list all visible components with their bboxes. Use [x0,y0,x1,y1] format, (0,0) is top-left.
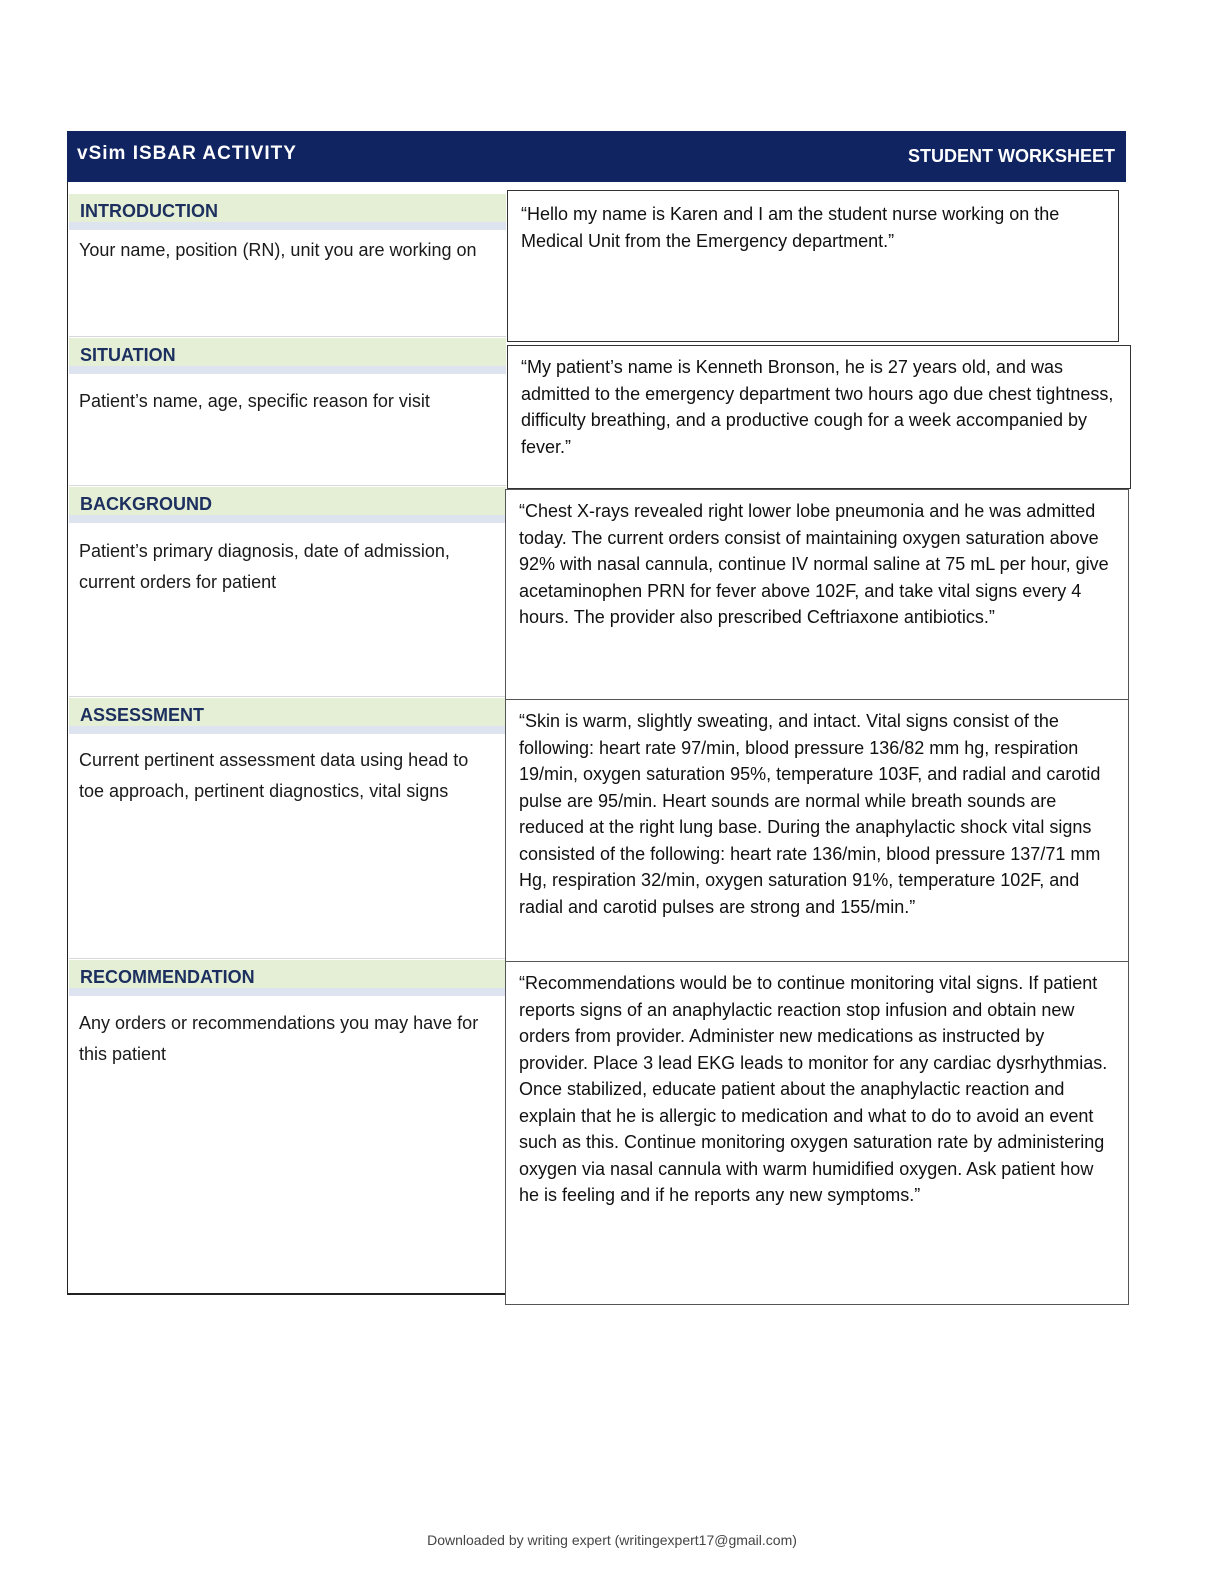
introduction-heading [69,194,506,230]
background-response: “Chest X-rays revealed right lower lobe pneumonia and he was admitted today. The current orders consist of maintaining oxygen saturation above 92% with nasal cannula, continue IV normal saline at 75 mL per hour, give acetaminophen PRN for fever above 102F, and take vital signs every 4 hours. The provider also prescribed Ceftriaxone antibiotics.” [519,501,1109,627]
assessment-response: “Skin is warm, slightly sweating, and intact. Vital signs consist of the following: heart rate 97/min, blood pressure 136/82 mm hg, respiration 19/min, oxygen saturation 95%, temperature 103F, and radial and carotid pulse are 95/min. Heart sounds are normal while breath sounds are reduced at the right lung base. During the anaphylactic shock vital signs consisted of the following: heart rate 136/min, blood pressure 137/71 mm Hg, respiration 32/min, oxygen saturation 91%, temperature 102F, and radial and carotid pulses are strong and 155/min.” [519,711,1101,917]
download-footer: Downloaded by writing expert (writingexpert17@gmail.com) [427,1532,797,1548]
situation-response: “My patient’s name is Kenneth Bronson, he is 27 years old, and was admitted to the emergency department two hours ago due chest tightness, difficulty breathing, and a productive cough for a week accompanied by fever.” [521,357,1114,457]
recommendation-response-box[interactable] [505,961,1129,1305]
assessment-heading-label: ASSESSMENT [80,705,205,725]
background-heading-label: BACKGROUND [80,494,212,514]
introduction-heading-label: INTRODUCTION [80,201,218,221]
situation-prompt: Patient’s name, age, specific reason for visit [79,391,430,411]
divider [69,696,506,697]
situation-response-box[interactable] [507,345,1131,489]
recommendation-prompt: Any orders or recommendations you may have for this patient [79,1013,479,1064]
introduction-prompt: Your name, position (RN), unit you are working on [79,240,477,260]
activity-title: vSim ISBAR ACTIVITY [77,143,297,164]
recommendation-heading [69,960,506,996]
divider [69,336,506,337]
situation-heading [69,338,506,374]
introduction-response-box[interactable] [507,190,1119,342]
prompt-column [67,182,505,1295]
worksheet-header [67,131,1126,182]
assessment-heading [69,698,506,734]
divider [69,958,506,959]
recommendation-response: “Recommendations would be to continue monitoring vital signs. If patient reports signs of an anaphylactic reaction stop infusion and obtain new orders from provider. Administer new medications as instructed by provider. Place 3 lead EKG leads to monitor for any cardiac dysrhythmias. Once stabilized, educate patient about the anaphylactic reaction and explain that he is allergic to medication and what to do to avoid an event such as this. Continue monitoring oxygen saturation rate by administering oxygen via nasal cannula with warm humidified oxygen. Ask patient how he is feeling and if he reports any new symptoms.” [519,973,1108,1205]
introduction-response: “Hello my name is Karen and I am the student nurse working on the Medical Unit from the Emergency department.” [521,204,1060,251]
worksheet-label: STUDENT WORKSHEET [908,146,1115,166]
assessment-prompt: Current pertinent assessment data using head to toe approach, pertinent diagnostics, vital signs [79,750,469,801]
recommendation-heading-label: RECOMMENDATION [80,967,255,987]
background-heading [69,487,506,523]
situation-heading-label: SITUATION [80,345,176,365]
background-response-box[interactable] [505,489,1129,700]
assessment-response-box[interactable] [505,699,1129,962]
background-prompt: Patient’s primary diagnosis, date of admission, current orders for patient [79,541,450,592]
divider [69,485,506,486]
